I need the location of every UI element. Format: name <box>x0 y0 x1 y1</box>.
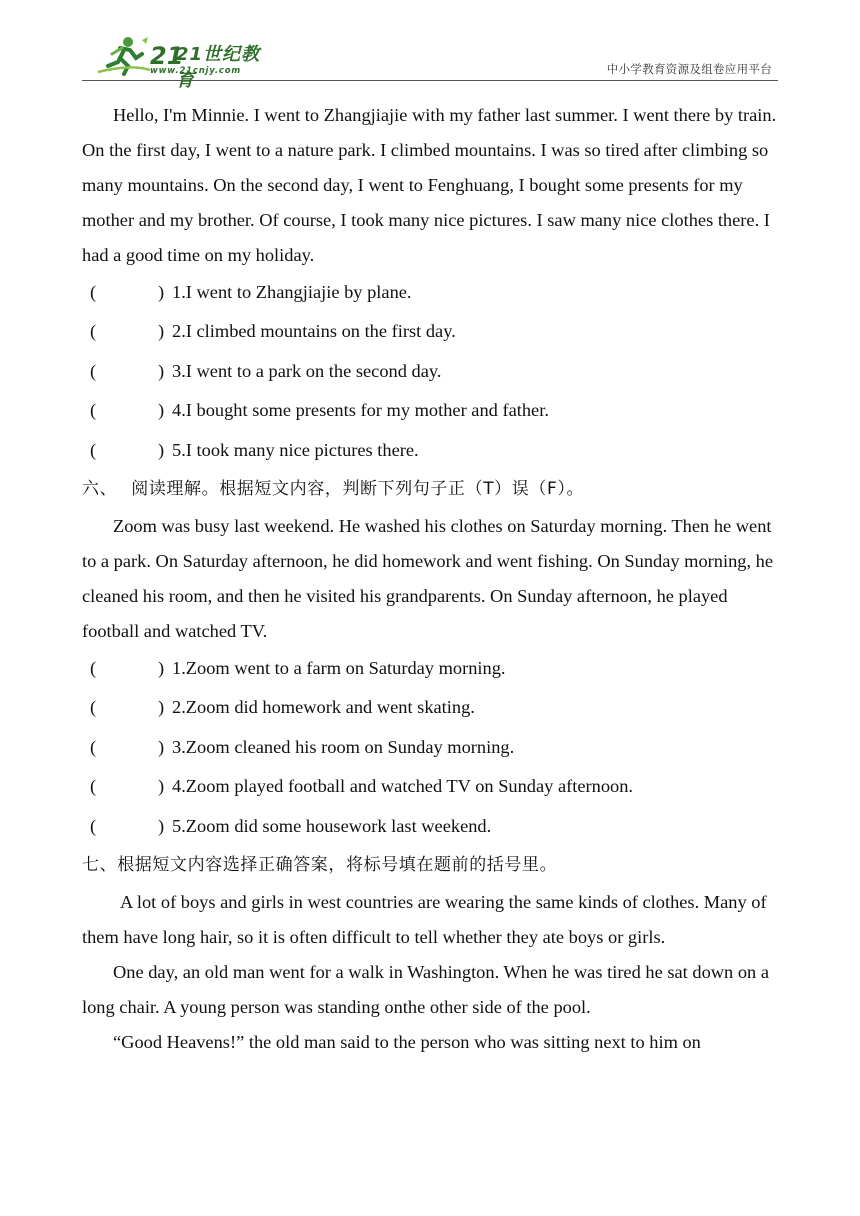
question-item <box>82 391 778 430</box>
question-text: 1.I went to Zhangjiajie by plane. <box>172 282 412 302</box>
question-text: 4.I bought some presents for my mother and father. <box>172 400 549 421</box>
header-platform-name: 中小学教育资源及组卷应用平台 <box>606 62 772 76</box>
answer-paren-right: ) <box>158 400 165 421</box>
question-item <box>82 312 778 351</box>
page-header <box>82 30 778 91</box>
answer-paren-right: ) <box>158 360 165 381</box>
question-text: 2.Zoom did homework and went skating. <box>172 697 475 718</box>
section-7-heading: 七、根据短文内容选择正确答案，将标号填在题前的括号里。 <box>82 854 558 875</box>
question-item <box>82 767 778 806</box>
answer-paren-left: ( <box>90 815 97 836</box>
passage-zoom: Zoom was busy last weekend. He washed his clothes on Saturday morning. Then he went to a park. On Saturday afternoon, he did homework and went fishing. On Sunday morning, he cleaned his room, and then he visited his grandparents. On Sunday afternoon, he played football and watched TV. <box>82 515 774 641</box>
answer-paren-right: ) <box>158 776 165 797</box>
answer-paren-left: ( <box>90 697 97 718</box>
passage-minnie: Hello, I'm Minnie. I went to Zhangjiajie with my father last summer. I went there by train. On the first day, I went to a nature park. I climbed mountains. I was so tired after climbing so many mountains. On the second day, I went to Fenghuang, I bought some presents for my mother and my brother. Of course, I took many nice pictures. I saw many nice clothes there. I had a good time on my holiday. <box>82 105 777 265</box>
logo <box>90 34 270 91</box>
question-text: 5.Zoom did some housework last weekend. <box>172 815 492 836</box>
question-text: 4.Zoom played football and watched TV on Sunday afternoon. <box>172 776 634 797</box>
question-text: 5.I took many nice pictures there. <box>172 439 419 460</box>
answer-paren-right: ) <box>158 321 165 342</box>
question-text: 2.I climbed mountains on the first day. <box>172 321 456 342</box>
question-item <box>82 431 778 470</box>
question-item <box>82 807 778 846</box>
passage-paragraph: “Good Heavens!” the old man said to the person who was sitting next to him on <box>113 1031 701 1052</box>
svg-text:21: 21 <box>150 42 184 70</box>
question-text: 3.I went to a park on the second day. <box>172 360 442 381</box>
answer-paren-right: ) <box>158 657 165 678</box>
question-item <box>82 352 778 391</box>
question-list-2 <box>82 649 778 846</box>
answer-paren-left: ( <box>90 321 97 342</box>
answer-paren-right: ) <box>158 439 165 460</box>
passage-paragraph: One day, an old man went for a walk in Washington. When he was tired he sat down on a long chair. A young person was standing onthe other side of the pool. <box>82 961 769 1017</box>
section-6-heading <box>82 470 778 509</box>
answer-paren-left: ( <box>90 776 97 797</box>
answer-paren-right: ) <box>158 815 165 836</box>
answer-paren-left: ( <box>90 736 97 757</box>
section-number: 六、 <box>82 478 118 499</box>
answer-paren-left: ( <box>90 400 97 421</box>
document-body <box>82 98 778 1060</box>
question-list-1 <box>82 273 778 470</box>
question-item <box>82 649 778 688</box>
answer-paren-right: ) <box>158 282 165 302</box>
question-text: 3.Zoom cleaned his room on Sunday morning. <box>172 736 515 757</box>
logo-text: 21世纪教育 <box>176 44 261 91</box>
question-item <box>82 728 778 767</box>
answer-paren-left: ( <box>90 657 97 678</box>
answer-paren-left: ( <box>90 439 97 460</box>
question-item <box>82 273 778 312</box>
section-title: 阅读理解。根据短文内容，判断下列句子正（T）误（F）。 <box>131 478 585 499</box>
answer-paren-left: ( <box>90 282 97 302</box>
answer-paren-right: ) <box>158 697 165 718</box>
passage-paragraph: A lot of boys and girls in west countries are wearing the same kinds of clothes. Many of them have long hair, so it is often difficult to tell whether they ate boys or girls. <box>82 891 767 947</box>
answer-paren-left: ( <box>90 360 97 381</box>
answer-paren-right: ) <box>158 736 165 757</box>
question-text: 1.Zoom went to a farm on Saturday morning. <box>172 657 506 678</box>
logo-url: www.21cnjy.com <box>150 66 241 76</box>
question-item <box>82 688 778 727</box>
